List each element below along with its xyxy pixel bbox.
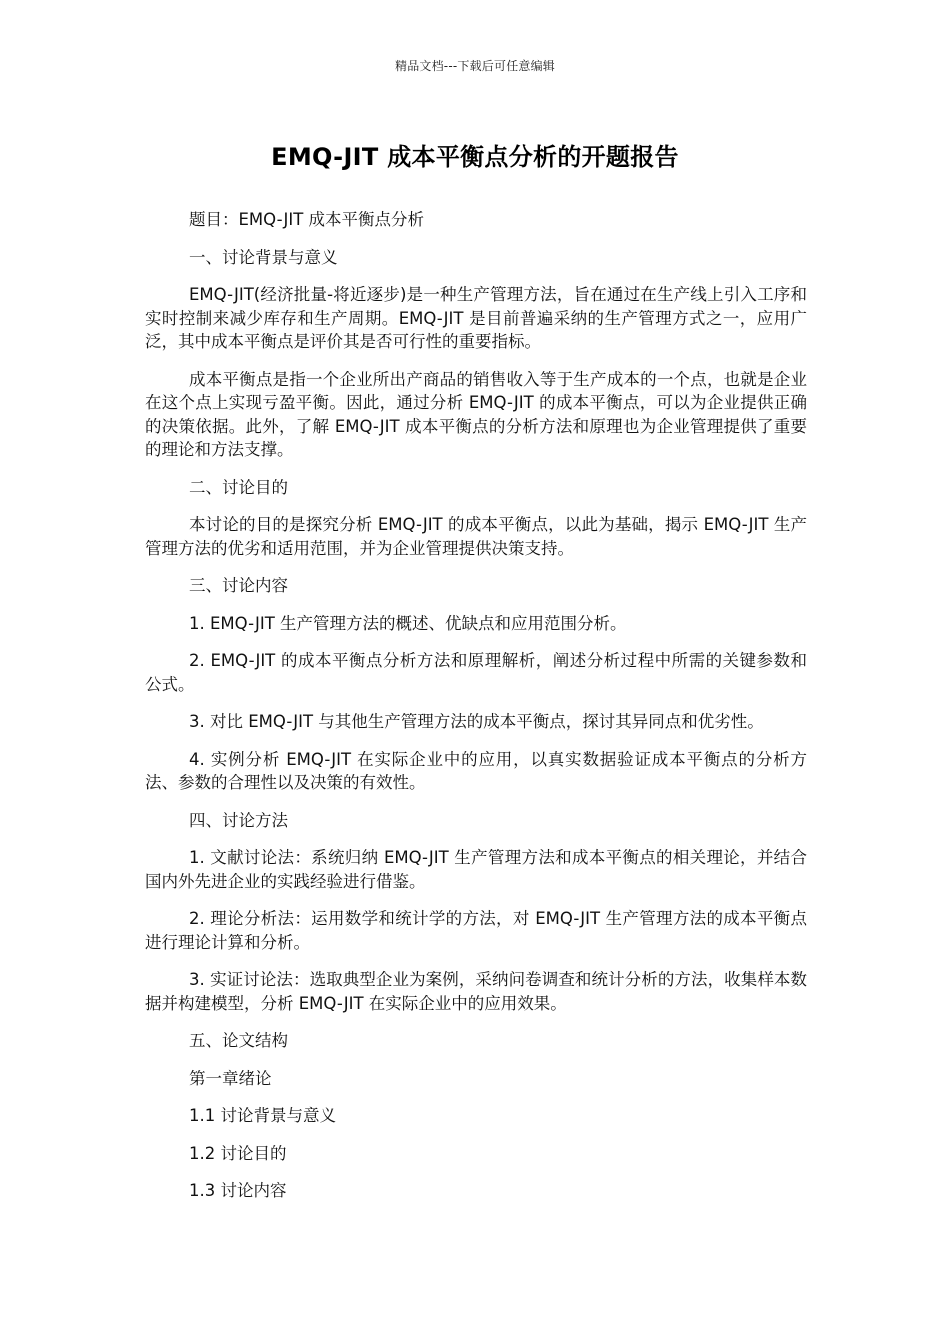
list-item-content-4: 4. 实例分析 EMQ-JIT 在实际企业中的应用，以真实数据验证成本平衡点的分析方法、参数的合理性以及决策的有效性。 (145, 749, 807, 792)
section-heading-methods: 四、讨论方法 (189, 810, 288, 830)
document-body (145, 208, 807, 1217)
list-item-content-3: 3. 对比 EMQ-JIT 与其他生产管理方法的成本平衡点，探讨其异同点和优劣性。 (189, 712, 764, 731)
section-heading-content: 三、讨论内容 (189, 576, 288, 595)
list-item-method-2: 2. 理论分析法：运用数学和统计学的方法，对 EMQ-JIT 生产管理方法的成本平衡点进行理论计算和分析。 (145, 909, 807, 952)
header-note: 精品文档---下载后可任意编辑 (395, 59, 555, 73)
topic-line: 题目：EMQ-JIT 成本平衡点分析 (189, 210, 425, 229)
section-heading-purpose: 二、讨论目的 (189, 477, 288, 497)
chapter-heading: 第一章绪论 (189, 1068, 272, 1088)
section-heading-structure: 五、论文结构 (189, 1031, 288, 1050)
outline-item-1-2: 1.2 讨论目的 (189, 1143, 287, 1163)
list-item-content-2: 2. EMQ-JIT 的成本平衡点分析方法和原理解析，阐述分析过程中所需的关键参数和公式。 (145, 651, 807, 694)
section-heading-background: 一、讨论背景与意义 (189, 247, 338, 267)
list-item-method-1: 1. 文献讨论法：系统归纳 EMQ-JIT 生产管理方法和成本平衡点的相关理论，并结合国内外先进企业的实践经验进行借鉴。 (145, 848, 807, 891)
outline-item-1-3: 1.3 讨论内容 (189, 1181, 287, 1200)
list-item-content-1: 1. EMQ-JIT 生产管理方法的概述、优缺点和应用范围分析。 (189, 613, 627, 633)
paragraph-background-2: 成本平衡点是指一个企业所出产商品的销售收入等于生产成本的一个点，也就是企业在这个点上实现亏盈平衡。因此，通过分析 EMQ-JIT 的成本平衡点，可以为企业提供正确的决策依据。此外，了解 EMQ-JIT 成本平衡点的分析方法和原理也为企业管理提供了重要的理论和方法支撑。 (145, 369, 807, 459)
outline-item-1-1: 1.1 讨论背景与意义 (189, 1106, 336, 1125)
list-item-method-3: 3. 实证讨论法：选取典型企业为案例，采纳问卷调查和统计分析的方法，收集样本数据并构建模型，分析 EMQ-JIT 在实际企业中的应用效果。 (145, 970, 807, 1013)
document-title: EMQ-JIT 成本平衡点分析的开题报告 (271, 143, 679, 171)
paragraph-background-1: EMQ-JIT(经济批量-将近逐步)是一种生产管理方法，旨在通过在生产线上引入工序和实时控制来减少库存和生产周期。EMQ-JIT 是目前普遍采纳的生产管理方式之一，应用广泛，其中成本平衡点是评价其是否可行性的重要指标。 (145, 285, 807, 351)
paragraph-purpose: 本讨论的目的是探究分析 EMQ-JIT 的成本平衡点，以此为基础，揭示 EMQ-JIT 生产管理方法的优劣和适用范围，并为企业管理提供决策支持。 (145, 515, 807, 558)
